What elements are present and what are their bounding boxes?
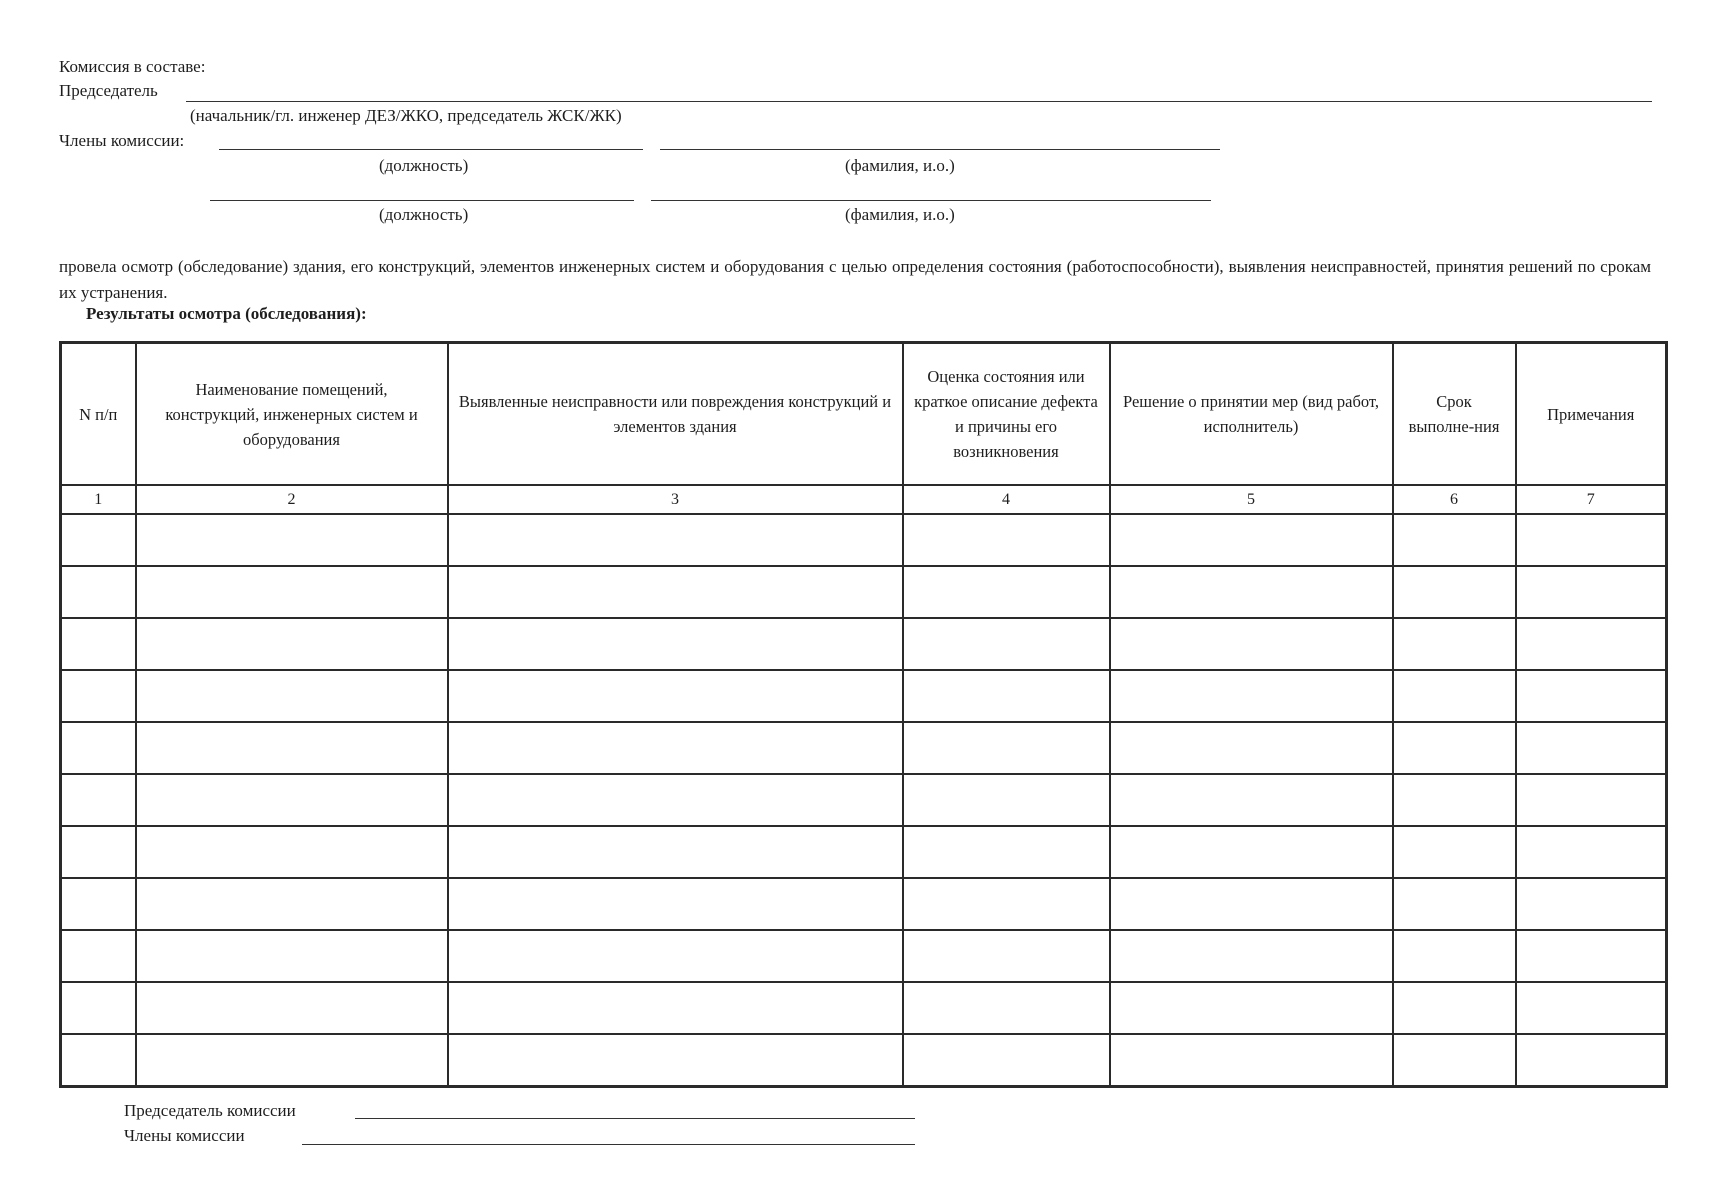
table-cell[interactable] [448, 930, 903, 982]
commission-label: Комиссия в составе: [59, 57, 206, 76]
column-number: 6 [1393, 485, 1516, 514]
table-cell[interactable] [448, 566, 903, 618]
column-header-number: N п/п [61, 343, 136, 486]
table-cell[interactable] [136, 618, 448, 670]
table-cell[interactable] [1516, 618, 1667, 670]
table-cell[interactable] [136, 930, 448, 982]
column-number: 4 [903, 485, 1110, 514]
table-cell[interactable] [903, 826, 1110, 878]
table-cell[interactable] [1516, 514, 1667, 566]
table-cell[interactable] [903, 514, 1110, 566]
table-cell[interactable] [903, 878, 1110, 930]
footer-chairman-signature-line[interactable] [355, 1118, 915, 1119]
table-row [61, 930, 1667, 982]
table-cell[interactable] [61, 566, 136, 618]
table-cell[interactable] [1110, 826, 1393, 878]
table-cell[interactable] [1516, 878, 1667, 930]
member2-name-line[interactable] [651, 200, 1211, 201]
table-cell[interactable] [448, 722, 903, 774]
table-cell[interactable] [1110, 566, 1393, 618]
member2-position-line[interactable] [210, 200, 634, 201]
table-cell[interactable] [1393, 670, 1516, 722]
table-cell[interactable] [448, 826, 903, 878]
column-numbers-row [61, 485, 1667, 514]
table-cell[interactable] [903, 1034, 1110, 1087]
table-cell[interactable] [136, 774, 448, 826]
table-cell[interactable] [136, 566, 448, 618]
table-cell[interactable] [136, 1034, 448, 1087]
member2-position-hint: (должность) [379, 205, 469, 224]
table-cell[interactable] [61, 618, 136, 670]
table-cell[interactable] [61, 1034, 136, 1087]
table-cell[interactable] [1516, 982, 1667, 1034]
member2-name-hint: (фамилия, и.о.) [845, 205, 955, 224]
footer-members-signature-line[interactable] [302, 1144, 915, 1145]
table-cell[interactable] [1110, 670, 1393, 722]
column-number: 7 [1516, 485, 1667, 514]
table-cell[interactable] [448, 1034, 903, 1087]
table-row [61, 774, 1667, 826]
table-row [61, 878, 1667, 930]
table-cell[interactable] [1393, 1034, 1516, 1087]
results-table [59, 341, 1668, 1088]
chairman-hint: (начальник/гл. инженер ДЕЗ/ЖКО, председатель ЖСК/ЖК) [190, 106, 622, 125]
column-number: 3 [448, 485, 903, 514]
table-row [61, 722, 1667, 774]
table-cell[interactable] [903, 670, 1110, 722]
table-cell[interactable] [1516, 1034, 1667, 1087]
table-row [61, 826, 1667, 878]
table-cell[interactable] [903, 982, 1110, 1034]
table-cell[interactable] [1516, 826, 1667, 878]
table-cell[interactable] [136, 670, 448, 722]
table-cell[interactable] [1110, 982, 1393, 1034]
table-cell[interactable] [1110, 1034, 1393, 1087]
table-cell[interactable] [903, 566, 1110, 618]
results-title: Результаты осмотра (обследования): [86, 304, 367, 323]
column-number: 2 [136, 485, 448, 514]
column-header-deadline: Срок выполне-ния [1393, 343, 1516, 486]
table-cell[interactable] [1516, 670, 1667, 722]
table-cell[interactable] [1393, 774, 1516, 826]
table-cell[interactable] [1393, 566, 1516, 618]
table-cell[interactable] [1393, 826, 1516, 878]
table-cell[interactable] [61, 722, 136, 774]
table-cell[interactable] [448, 514, 903, 566]
table-cell[interactable] [448, 670, 903, 722]
column-header-defects: Выявленные неисправности или повреждения конструкций и элементов здания [448, 343, 903, 486]
table-cell[interactable] [136, 982, 448, 1034]
table-cell[interactable] [61, 670, 136, 722]
table-row [61, 618, 1667, 670]
table-cell[interactable] [1393, 878, 1516, 930]
table-cell[interactable] [1516, 774, 1667, 826]
table-cell[interactable] [1393, 618, 1516, 670]
table-cell[interactable] [1516, 722, 1667, 774]
table-cell[interactable] [61, 930, 136, 982]
table-cell[interactable] [136, 826, 448, 878]
intro-paragraph: провела осмотр (обследование) здания, его конструкций, элементов инженерных систем и оборудования с целью определения состояния (работоспособности), выявления неисправностей, принятия решений по срокам их устранения. [59, 257, 1651, 302]
table-cell[interactable] [1393, 930, 1516, 982]
table-cell[interactable] [448, 618, 903, 670]
member1-name-hint: (фамилия, и.о.) [845, 156, 955, 175]
table-cell[interactable] [1393, 982, 1516, 1034]
member1-position-line[interactable] [219, 149, 643, 150]
footer-chairman-label: Председатель комиссии [124, 1101, 296, 1120]
table-cell[interactable] [903, 618, 1110, 670]
table-cell[interactable] [1110, 618, 1393, 670]
column-header-decision: Решение о принятии мер (вид работ, исполнитель) [1110, 343, 1393, 486]
table-cell[interactable] [61, 878, 136, 930]
table-cell[interactable] [61, 514, 136, 566]
table-cell[interactable] [136, 722, 448, 774]
member1-name-line[interactable] [660, 149, 1220, 150]
table-cell[interactable] [61, 826, 136, 878]
column-header-notes: Примечания [1516, 343, 1667, 486]
member1-position-hint: (должность) [379, 156, 469, 175]
column-number: 1 [61, 485, 136, 514]
table-cell[interactable] [1516, 930, 1667, 982]
column-number: 5 [1110, 485, 1393, 514]
chairman-label: Председатель [59, 81, 158, 100]
footer-members-label: Члены комиссии [124, 1126, 245, 1145]
table-cell[interactable] [448, 774, 903, 826]
table-cell[interactable] [903, 930, 1110, 982]
table-cell[interactable] [1393, 722, 1516, 774]
table-cell[interactable] [1110, 878, 1393, 930]
table-cell[interactable] [1110, 722, 1393, 774]
table-cell[interactable] [1110, 774, 1393, 826]
table-cell[interactable] [136, 878, 448, 930]
table-cell[interactable] [448, 982, 903, 1034]
table-cell[interactable] [61, 982, 136, 1034]
table-row [61, 982, 1667, 1034]
table-cell[interactable] [448, 878, 903, 930]
table-cell[interactable] [1110, 930, 1393, 982]
column-header-name: Наименование помещений, конструкций, инженерных систем и оборудования [136, 343, 448, 486]
table-row [61, 566, 1667, 618]
table-cell[interactable] [903, 774, 1110, 826]
table-cell[interactable] [1516, 566, 1667, 618]
chairman-signature-line[interactable] [186, 101, 1652, 102]
table-row [61, 1034, 1667, 1087]
table-cell[interactable] [1393, 514, 1516, 566]
members-label: Члены комиссии: [59, 131, 185, 150]
table-cell[interactable] [1110, 514, 1393, 566]
table-cell[interactable] [136, 514, 448, 566]
table-header-row [61, 343, 1667, 486]
table-row [61, 670, 1667, 722]
column-header-assessment: Оценка состояния или краткое описание дефекта и причины его возникновения [903, 343, 1110, 486]
table-cell[interactable] [61, 774, 136, 826]
table-cell[interactable] [903, 722, 1110, 774]
table-row [61, 514, 1667, 566]
